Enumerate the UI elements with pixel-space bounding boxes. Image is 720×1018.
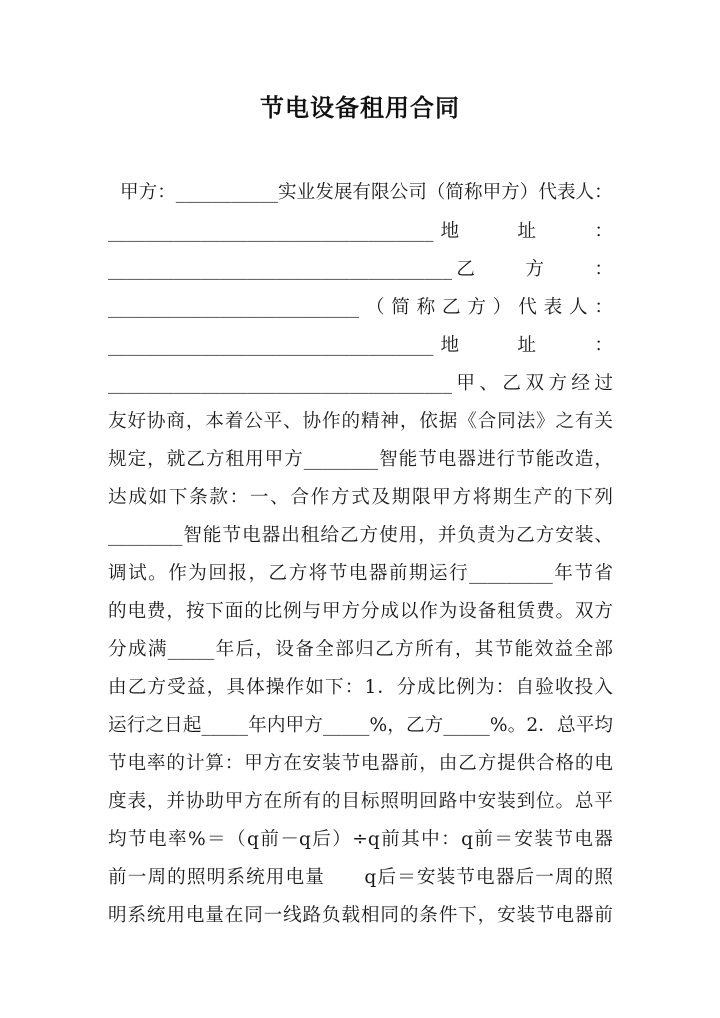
- text-line-3: _____________________________________乙 方 ：: [108, 259, 613, 280]
- text-line-15: 运行之日起_____年内甲方_____%，乙方_____%。2．总平均: [108, 715, 613, 736]
- text-line-2: ___________________________________地 址 ：: [108, 221, 613, 242]
- text-line-14: 由乙方受益，具体操作如下：1．分成比例为：自验收投入: [108, 677, 613, 698]
- text-line-6: _____________________________________甲、乙双方经过: [108, 373, 613, 394]
- text-line-5: ___________________________________地 址 ：: [108, 335, 613, 356]
- text-line-18: 均节电率%＝（q前－q后）÷q前其中：q前＝安装节电器: [108, 829, 613, 850]
- text-line-4: ___________________________（简称乙方）代表人：: [108, 297, 613, 318]
- text-line-1: 甲方：___________实业发展有限公司（简称甲方）代表人：: [120, 182, 613, 203]
- document-title: 节电设备租用合同: [260, 93, 460, 122]
- text-line-10: ________智能节电器出租给乙方使用，并负责为乙方安装、: [108, 525, 613, 546]
- text-line-7: 友好协商，本着公平、协作的精神，依据《合同法》之有关: [108, 411, 613, 432]
- text-line-20: 明系统用电量在同一线路负载相同的条件下，安装节电器前: [108, 905, 613, 926]
- text-line-12: 的电费，按下面的比例与甲方分成以作为设备租赁费。双方: [108, 601, 613, 622]
- text-line-13: 分成满_____年后，设备全部归乙方所有，其节能效益全部: [108, 639, 613, 660]
- text-line-11: 调试。作为回报，乙方将节电器前期运行_________年节省: [108, 563, 613, 584]
- text-line-8: 规定，就乙方租用甲方________智能节电器进行节能改造，: [108, 449, 613, 470]
- text-line-9: 达成如下条款：一、合作方式及期限甲方将期生产的下列: [108, 487, 613, 508]
- text-line-16: 节电率的计算：甲方在安装节电器前，由乙方提供合格的电: [108, 753, 613, 774]
- text-line-19: 前一周的照明系统用电量 q后＝安装节电器后一周的照: [108, 867, 613, 888]
- text-line-17: 度表，并协助甲方在所有的目标照明回路中安装到位。总平: [108, 791, 613, 812]
